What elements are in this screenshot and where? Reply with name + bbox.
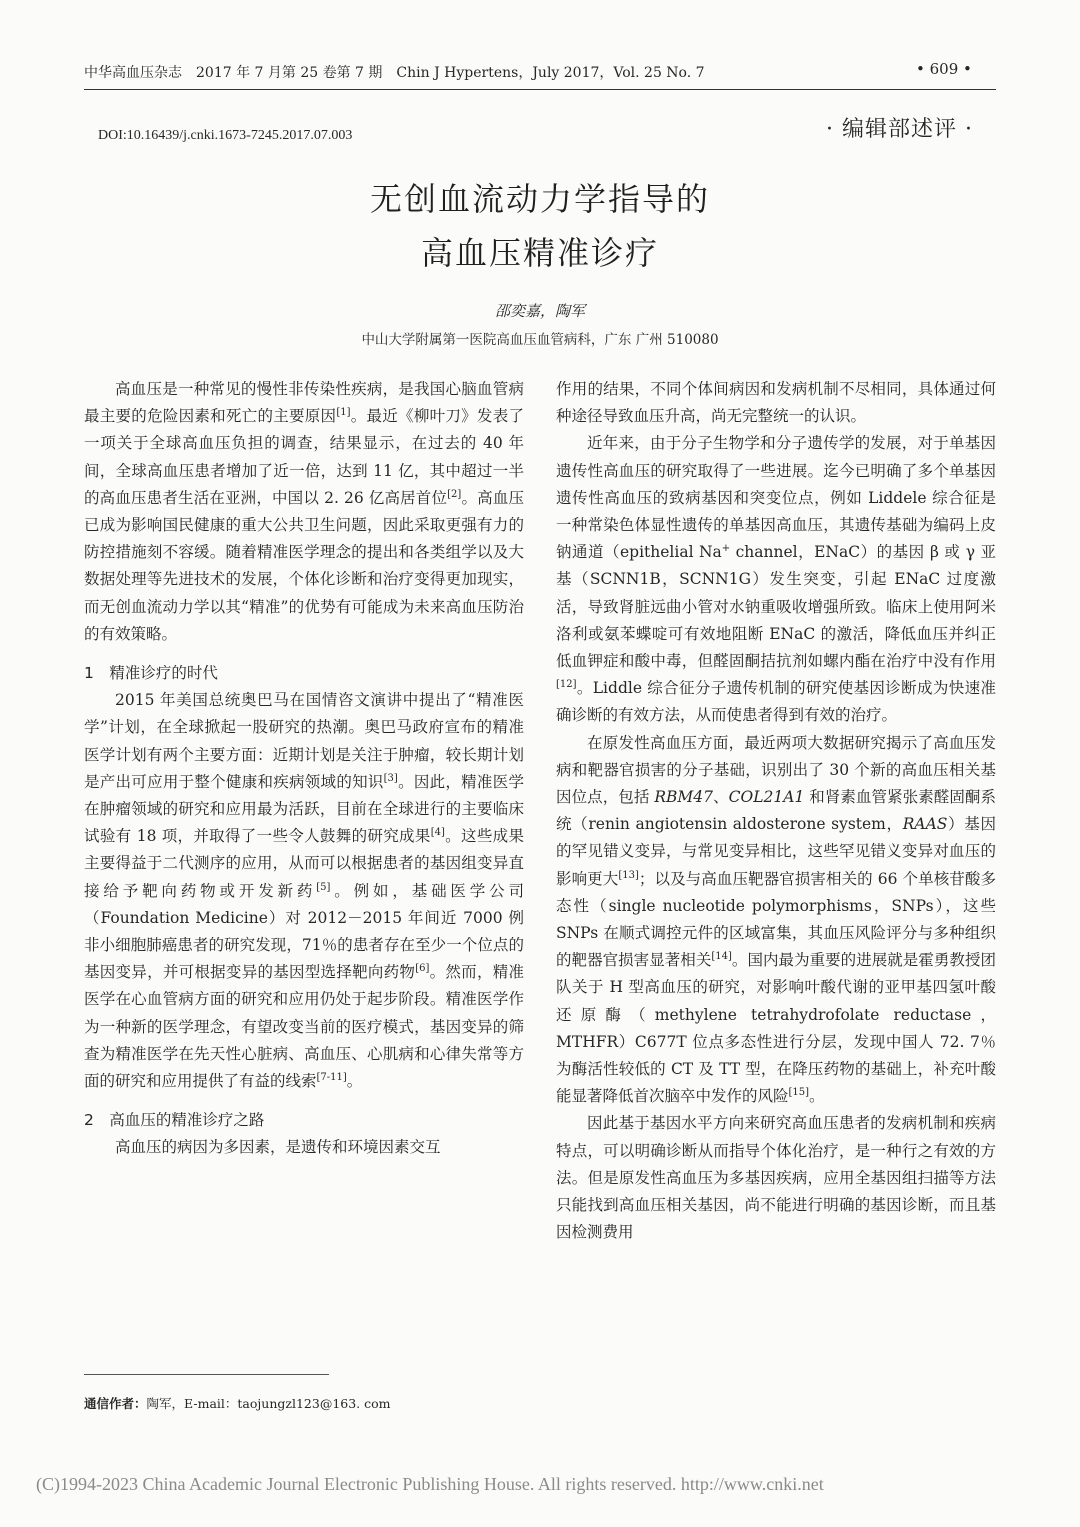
citation: [6] (415, 963, 430, 975)
column-tag: · 编辑部述评 · (826, 117, 973, 142)
section-1-heading: 1 精准诊疗的时代 (84, 664, 218, 683)
corresponding-author (84, 1394, 391, 1412)
citation: [3] (383, 772, 398, 784)
paragraph-continuation: 作用的结果，不同个体间病因和发病机制不尽相同，具体通过何种途径导致血压升高，尚无完整统一的认识。 (556, 380, 996, 426)
gene-name: RAAS (902, 815, 948, 834)
footnote-label: 通信作者： (84, 1396, 147, 1411)
citation: [13] (618, 869, 639, 881)
paragraph-monogenic: 近年来，由于分子生物学和分子遗传学的发展，对于单基因遗传性高血压的研究取得了一些进展。迄今已明确了多个单基因遗传性高血压的致病基因和突变位点，例如 Liddele 综合征是一种常染色体显性遗传的单基因高血压，其遗传基础为编码上皮钠通道（epithelial Na+ channel，ENaC）的基因 β 或 γ 亚基（SCNN1B，SCNN1G）发生突变，引起 ENaC 过度激活，导致肾脏远曲小管对水钠重吸收增强所致。临床上使用阿米洛利或氨苯蝶啶可有效地阻断 ENaC 的激活，降低血压并纠正低血钾症和酸中毒，但醛固酮拮抗剂如螺内酯在治疗中没有作用[12]。Liddle 综合征分子遗传机制的研究使基因诊断成为快速准确诊断的有效方法，从而使患者得到有效的治疗。 (556, 434, 996, 725)
gene-name: COL21A1 (728, 788, 805, 807)
citation: [14] (711, 951, 732, 963)
running-header: 中华高血压杂志 2017 年 7 月第 25 卷第 7 期 Chin J Hypertens，July 2017，Vol. 25 No. 7 (84, 65, 705, 81)
citation: [5] (316, 881, 331, 893)
page-number: • 609 • (916, 60, 972, 78)
superscript-plus: + (721, 543, 731, 555)
gene-name: RBM47 (654, 788, 714, 807)
left-column (84, 376, 524, 1162)
section-1-paragraph: 2015 年美国总统奥巴马在国情咨文演讲中提出了“精准医学”计划，在全球掀起一股研究的热潮。奥巴马政府宣布的精准医学计划有两个主要方面：近期计划是关注于肿瘤，较长期计划是产出可应用于整个健康和疾病领域的知识[3]。因此，精准医学在肿瘤领域的研究和应用最为活跃，目前在全球进行的主要临床试验有 18 项，并取得了一些令人鼓舞的研究成果[4]。这些成果主要得益于二代测序的应用，从而可以根据患者的基因组变异直接给予靶向药物或开发新药[5]。例如，基础医学公司（Foundation Medicine）对 2012－2015 年间近 7000 例非小细胞肺癌患者的研究发现，71％的患者存在至少一个位点的基因变异，并可根据变异的基因型选择靶向药物[6]。然而，精准医学在心血管病方面的研究和应用仍处于起步阶段。精准医学作为一种新的医学理念，有望改变当前的医疗模式，基因变异的筛查为精准医学在先天性心脏病、高血压、心肌病和心律失常等方面的研究和应用提供了有益的线索[7-11]。 (84, 691, 524, 1091)
citation: [15] (788, 1087, 810, 1099)
intro-paragraph: 高血压是一种常见的慢性非传染性疾病，是我国心脑血管病最主要的危险因素和死亡的主要原因[1]。最近《柳叶刀》发表了一项关于全球高血压负担的调查，结果显示，在过去的 40 年间，全球高血压患者增加了近一倍，达到 11 亿，其中超过一半的高血压患者生活在亚洲，中国以 2. 26 亿高居首位[2]。高血压已成为影响国民健康的重大公共卫生问题，因此采取更强有力的防控措施刻不容缓。随着精准医学理念的提出和各类组学以及大数据处理等先进技术的发展，个体化诊断和治疗变得更加现实，而无创血流动力学以其“精准”的优势有可能成为未来高血压防治的有效策略。 (84, 380, 524, 643)
title-line-1: 无创血流动力学指导的 (369, 180, 710, 218)
doi: DOI:10.16439/j.cnki.1673-7245.2017.07.003 (98, 128, 353, 143)
copyright-watermark: (C)1994-2023 China Academic Journal Electronic Publishing House. All rights reserved. http://www.cnki.net (36, 1474, 824, 1494)
citation: [2] (447, 488, 462, 500)
right-column (556, 376, 996, 1247)
citation: [12] (556, 679, 577, 691)
affiliation: 中山大学附属第一医院高血压血管病科，广东 广州 510080 (361, 332, 719, 348)
footnote-rule (84, 1374, 329, 1375)
section-2-paragraph: 高血压的病因为多因素，是遗传和环境因素交互 (115, 1138, 441, 1157)
section-2-heading: 2 高血压的精准诊疗之路 (84, 1111, 265, 1130)
article-title (0, 172, 1080, 280)
title-line-2: 高血压精准诊疗 (420, 234, 659, 272)
paragraph-conclusion: 因此基于基因水平方向来研究高血压患者的发病机制和疾病特点，可以明确诊断从而指导个体化治疗，是一种行之有效的方法。但是原发性高血压为多基因疾病，应用全基因组扫描等方法只能找到高血压相关基因，尚不能进行明确的基因诊断，而且基因检测费用 (556, 1114, 996, 1242)
citation: [7-11] (316, 1071, 347, 1083)
citation: [1] (336, 407, 351, 419)
footnote-text: 陶军，E-mail：taojungzl123@163. com (146, 1396, 391, 1411)
authors: 邵奕嘉，陶军 (494, 302, 585, 320)
header-rule (84, 89, 996, 90)
citation: [4] (430, 827, 445, 839)
paragraph-essential: 在原发性高血压方面，最近两项大数据研究揭示了高血压发病和靶器官损害的分子基础，识别出了 30 个新的高血压相关基因位点，包括 RBM47、COL21A1 和肾素血管紧张素醛固酮系统（renin angiotensin aldosterone system，RAAS）基因的罕见错义变异，与常见变异相比，这些罕见错义变异对血压的影响更大[13]；以及与高血压靶器官损害相关的 66 个单核苷酸多态性（single nucleotide polymorphisms，SNPs），这些 SNPs 在顺式调控元件的区域富集，其血压风险评分与多种组织的靶器官损害显著相关[14]。国内最为重要的进展就是霍勇教授团队关于 H 型高血压的研究，对影响叶酸代谢的亚甲基四氢叶酸还原酶（methylene tetrahydrofolate reductase，MTHFR）C677T 位点多态性进行分层，发现中国人 72. 7％为酶活性较低的 CT 及 TT 型，在降压药物的基础上，补充叶酸能显著降低首次脑卒中发作的风险[15]。 (556, 733, 996, 1106)
